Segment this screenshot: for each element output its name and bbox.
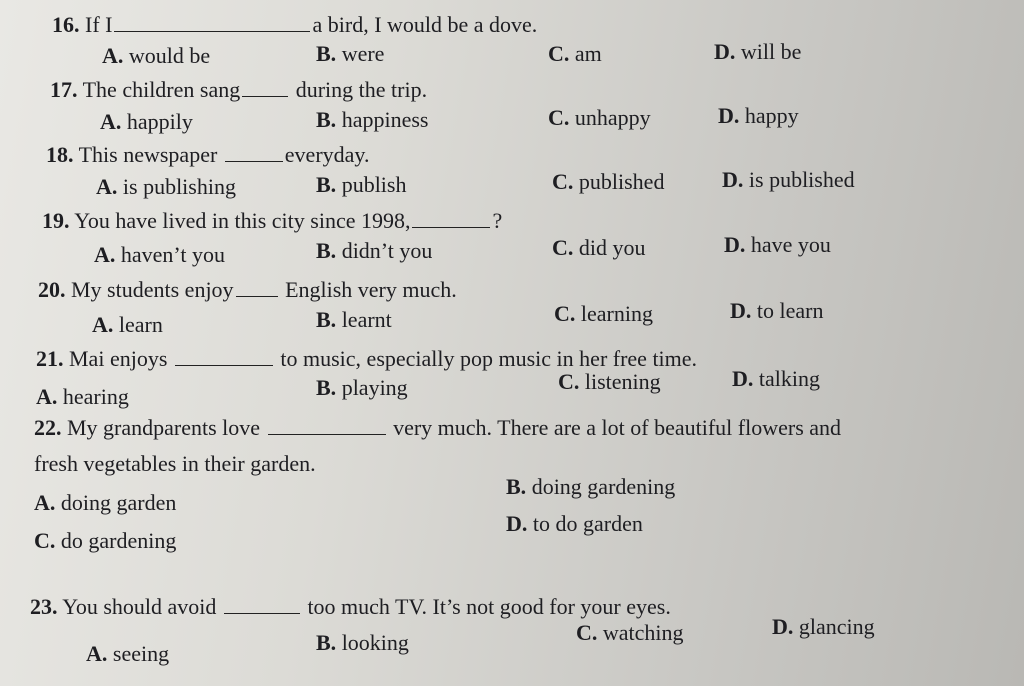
option-20-a: A. learn	[92, 312, 163, 337]
option-16-d: D. will be	[714, 39, 802, 64]
option-20-d: D. to learn	[730, 298, 824, 323]
question-18-stem: 18. This newspaper everyday.	[46, 142, 370, 167]
question-20-stem: 20. My students enjoy English very much.	[38, 277, 457, 302]
option-19-d: D. have you	[724, 232, 831, 257]
answer-blank	[412, 209, 490, 228]
option-21-a: A. hearing	[36, 384, 129, 409]
option-19-a: A. haven’t you	[94, 242, 225, 267]
option-17-a: A. happily	[100, 109, 193, 134]
option-18-d: D. is published	[722, 167, 855, 192]
option-23-a: A. seeing	[86, 641, 170, 666]
option-18-a: A. is publishing	[96, 174, 236, 199]
option-22-a: A. doing garden	[34, 490, 177, 515]
answer-blank	[224, 595, 300, 614]
question-19-stem: 19. You have lived in this city since 1998, ?	[42, 208, 503, 233]
option-20-b: B. learnt	[316, 307, 392, 332]
option-22-b: B. doing gardening	[506, 474, 676, 499]
option-21-b: B. playing	[316, 375, 408, 400]
question-17-stem: 17. The children sang during the trip.	[50, 77, 428, 102]
option-23-c: C. watching	[576, 620, 684, 645]
option-23-b: B. looking	[316, 630, 409, 655]
option-16-a: A. would be	[102, 43, 211, 68]
option-23-d: D. glancing	[772, 614, 875, 639]
answer-blank	[114, 13, 310, 32]
answer-blank	[236, 278, 278, 297]
question-16-stem: 16. If I a bird, I would be a dove.	[52, 12, 538, 37]
option-19-c: C. did you	[552, 235, 646, 260]
answer-blank	[242, 78, 288, 97]
option-19-b: B. didn’t you	[316, 238, 433, 263]
option-16-c: C. am	[548, 41, 602, 66]
option-21-c: C. listening	[558, 369, 661, 394]
question-22-stem: 22. My grandparents love very much. There are a lot of beautiful flowers and	[34, 415, 842, 440]
answer-blank	[268, 416, 386, 435]
option-16-b: B. were	[316, 41, 385, 66]
option-21-d: D. talking	[732, 366, 820, 391]
option-17-b: B. happiness	[316, 107, 429, 132]
option-17-c: C. unhappy	[548, 105, 651, 130]
option-17-d: D. happy	[718, 103, 799, 128]
answer-blank	[225, 143, 283, 162]
question-23-stem: 23. You should avoid too much TV. It’s not good for your eyes.	[30, 594, 671, 619]
question-22-continuation: fresh vegetables in their garden.	[34, 451, 316, 476]
answer-blank	[175, 347, 273, 366]
option-18-b: B. publish	[316, 172, 407, 197]
option-18-c: C. published	[552, 169, 665, 194]
question-21-stem: 21. Mai enjoys to music, especially pop music in her free time.	[36, 346, 698, 371]
option-22-c: C. do gardening	[34, 528, 177, 553]
option-20-c: C. learning	[554, 301, 653, 326]
option-22-d: D. to do garden	[506, 511, 643, 536]
